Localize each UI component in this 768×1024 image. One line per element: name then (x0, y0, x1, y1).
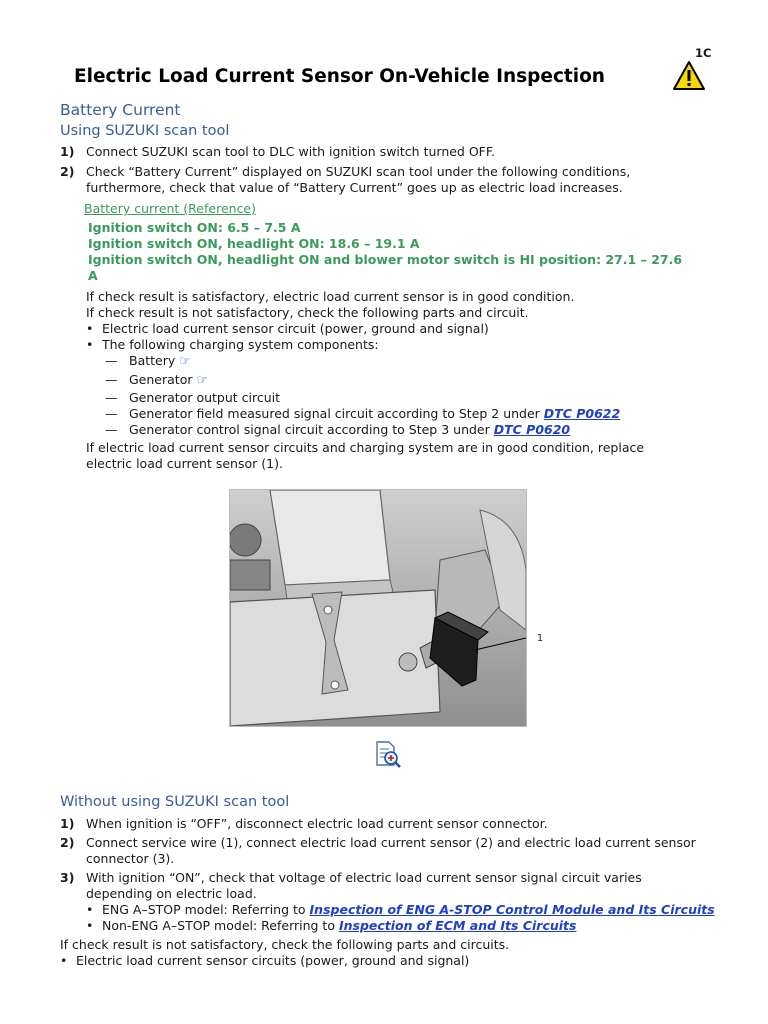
result-satisfactory: If check result is satisfactory, electric load current sensor is in good condition. (86, 289, 575, 304)
step-number: 1) (60, 816, 75, 831)
section-heading-battery-current: Battery Current (60, 101, 181, 119)
step-3 (60, 870, 642, 885)
step-number: 1) (60, 144, 75, 159)
step-2-continued: connector (3). (86, 851, 175, 866)
bullet-item: • Electric load current sensor circuits (power, ground and signal) (60, 953, 470, 968)
bullet-item: • Electric load current sensor circuit (power, ground and signal) (86, 321, 489, 336)
component-label: Battery (129, 353, 176, 368)
reference-title: Battery current (Reference) (84, 201, 257, 216)
link-dtc-p0622[interactable]: DTC P0622 (543, 406, 621, 421)
callout-number: 1 (537, 633, 544, 644)
component-battery: — Battery ☞ (105, 353, 191, 369)
page-title: Electric Load Current Sensor On-Vehicle Inspection (74, 66, 605, 87)
bullet-text: Electric load current sensor circuits (power, ground and signal) (76, 953, 470, 968)
link-eng-astop-inspection[interactable]: Inspection of ENG A-STOP Control Module and Its Circuits (309, 902, 715, 917)
reference-value-3: Ignition switch ON, headlight ON and blower motor switch is HI position: 27.1 – 27.6 (88, 252, 683, 267)
hand-pointer-icon[interactable]: ☞ (179, 354, 191, 369)
step-text: Check “Battery Current” displayed on SUZUKI scan tool under the following conditions, (86, 164, 631, 179)
step-number: 2) (60, 835, 75, 850)
reference-value-3-continued: A (88, 268, 98, 283)
component-label: Generator (129, 372, 193, 387)
zoom-document-icon[interactable] (374, 741, 402, 769)
warning-triangle-icon (672, 60, 706, 92)
component-label: Generator control signal circuit according to Step 3 under (129, 422, 494, 437)
step-number: 3) (60, 870, 75, 885)
result-not-satisfactory: If check result is not satisfactory, check the following parts and circuit. (86, 305, 529, 320)
step-text: When ignition is “OFF”, disconnect electric load current sensor connector. (86, 816, 548, 831)
replace-instruction-continued: electric load current sensor (1). (86, 456, 283, 471)
step-text: Connect service wire (1), connect electric load current sensor (2) and electric load current sensor (86, 835, 696, 850)
step-number: 2) (60, 164, 75, 179)
reference-value-1: Ignition switch ON: 6.5 – 7.5 A (88, 220, 301, 235)
subheading-without-scan-tool: Without using SUZUKI scan tool (60, 794, 290, 810)
component-generator: — Generator ☞ (105, 372, 209, 388)
bullet-text: ENG A–STOP model: Referring to (102, 902, 310, 917)
bullet-item: • Non-ENG A–STOP model: Referring to Inspection of ECM and Its Circuits (86, 918, 577, 933)
component-control-signal: — Generator control signal circuit according to Step 3 under DTC P0620 (105, 422, 571, 437)
step-1 (60, 144, 495, 159)
step-text: With ignition “ON”, check that voltage of electric load current sensor signal circuit varies (86, 870, 642, 885)
link-ecm-inspection[interactable]: Inspection of ECM and Its Circuits (338, 918, 577, 933)
bullet-text: Electric load current sensor circuit (power, ground and signal) (102, 321, 489, 336)
component-label: Generator output circuit (129, 390, 281, 405)
section-code: 1C (695, 46, 712, 60)
step-text: Connect SUZUKI scan tool to DLC with ignition switch turned OFF. (86, 144, 496, 159)
bullet-text: Non-ENG A–STOP model: Referring to (102, 918, 339, 933)
sensor-location-illustration (229, 489, 527, 727)
subheading-using-scan-tool: Using SUZUKI scan tool (60, 123, 230, 139)
replace-instruction: If electric load current sensor circuits and charging system are in good condition, replace (86, 440, 645, 455)
reference-value-2: Ignition switch ON, headlight ON: 18.6 – 19.1 A (88, 236, 420, 251)
step-2 (60, 164, 630, 179)
bullet-item: • ENG A–STOP model: Referring to Inspection of ENG A-STOP Control Module and Its Circuits (86, 902, 715, 917)
step-3-continued: depending on electric load. (86, 886, 257, 901)
bullet-item: • The following charging system components: (86, 337, 379, 352)
step-2 (60, 835, 696, 850)
link-dtc-p0620[interactable]: DTC P0620 (493, 422, 571, 437)
component-output-circuit: — Generator output circuit (105, 390, 281, 405)
hand-pointer-icon[interactable]: ☞ (196, 373, 209, 388)
result-not-satisfactory: If check result is not satisfactory, check the following parts and circuits. (60, 937, 510, 952)
component-label: Generator field measured signal circuit according to Step 2 under (129, 406, 544, 421)
step-2-continued: furthermore, check that value of “Battery Current” goes up as electric load increases. (86, 180, 623, 195)
step-1 (60, 816, 548, 831)
bullet-text: The following charging system components: (102, 337, 379, 352)
component-field-signal: — Generator field measured signal circuit according to Step 2 under DTC P0622 (105, 406, 621, 421)
